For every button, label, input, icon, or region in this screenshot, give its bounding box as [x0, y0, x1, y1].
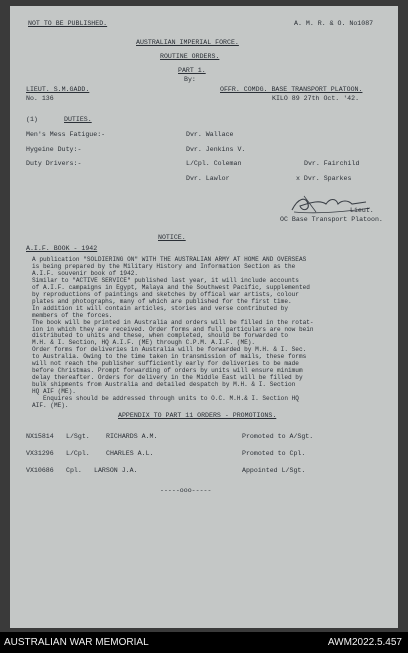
- notice-line: Similar to "ACTIVE SERVICE" published last year, it will include accounts: [32, 276, 299, 284]
- notice-line: to Australia. Owing to the time taken in transmission of mails, these forms: [32, 353, 307, 361]
- location-date: KILO 89 27th Oct. '42.: [272, 95, 360, 102]
- duty-name: Dvr. Wallace: [186, 131, 234, 138]
- notice-line: A.I.F. souvenir book of 1942.: [32, 269, 139, 277]
- accession-number: AWM2022.5.457: [327, 637, 402, 648]
- document-page: [10, 6, 398, 628]
- soldier-rank: Cpl.: [66, 467, 82, 474]
- notice-line: bulk shipments from Australia and detailed despatch by M.H. & I. Section: [32, 381, 296, 389]
- notice-line: of A.I.F. campaigns in Egypt, Malaya and the Southwest Pacific, supplemented: [32, 283, 310, 291]
- service-number: NX15814: [26, 433, 54, 440]
- signature-title: OC Base Transport Platoon.: [280, 216, 383, 223]
- notice-line: plates and photographs, many of which are published for the first time.: [32, 297, 292, 305]
- notice-line: AIF. (ME).: [32, 402, 69, 410]
- by-label: By:: [184, 76, 196, 83]
- footer-bar: [0, 632, 408, 653]
- soldier-rank: L/Sgt.: [66, 433, 90, 440]
- signature-rank: Lieut.: [350, 207, 374, 214]
- notice-line: by reproductions of paintings and sketches by offical war artists, colour: [32, 290, 299, 298]
- notice-line: will not reach the publisher sufficiently early for deliveries to be made: [32, 360, 299, 368]
- notice-line: distributed to units and these, when completed, should be forwarded to: [32, 332, 288, 340]
- duties-heading: DUTIES.: [64, 116, 92, 123]
- order-reference: A. M. R. & O. No1087: [294, 20, 374, 27]
- notice-line: is being prepared by the Military History and Information Section as the: [32, 262, 296, 270]
- notice-line: HQ AIF (ME).: [32, 388, 76, 396]
- notice-subheading: A.I.F. BOOK - 1942: [26, 245, 98, 252]
- notice-line: M.H. & I. Section, HQ A.I.F. (ME) through C.P.M. A.I.F. (ME).: [32, 339, 256, 347]
- part-title: PART 1.: [178, 67, 206, 74]
- force-title: AUSTRALIAN IMPERIAL FORCE.: [136, 39, 239, 46]
- notice-line: before Christmas. Prompt forwarding of orders by units will ensure minimum: [32, 367, 303, 375]
- notice-line: Enquires should be addressed through units to O.C. M.H.& I. Section HQ: [32, 395, 299, 403]
- duty-label: Hygeine Duty:-: [26, 146, 82, 153]
- duty-name: Dvr. Jenkins V.: [186, 146, 246, 153]
- notice-line: ion in which they are received. Order forms and full particulars are now bein: [32, 325, 314, 333]
- soldier-rank: L/Cpl.: [66, 450, 90, 457]
- not-published-label: NOT TO BE PUBLISHED.: [28, 20, 108, 27]
- service-number: VX31296: [26, 450, 54, 457]
- promotion-action: Promoted to Cpl.: [242, 450, 306, 457]
- notice-line: members of the forces.: [32, 311, 113, 319]
- notice-line: A publication "SOLDIERING ON" WITH THE AUSTRALIAN ARMY AT HOME AND OVERSEAS: [32, 256, 307, 263]
- soldier-name: RICHARDS A.M.: [106, 433, 158, 440]
- officer-office: OFFR. COMDG. BASE TRANSPORT PLATOON.: [220, 86, 363, 93]
- officer-name: LIEUT. S.M.GADD.: [26, 86, 90, 93]
- duty-name: L/Cpl. Coleman: [186, 160, 242, 167]
- service-number: VX10686: [26, 467, 54, 474]
- notice-body: [32, 257, 398, 410]
- appendix-heading: APPENDIX TO PART 11 ORDERS - PROMOTIONS.: [118, 412, 277, 419]
- routine-orders-title: ROUTINE ORDERS.: [160, 53, 220, 60]
- promotion-action: Promoted to A/Sgt.: [242, 433, 314, 440]
- promotion-action: Appointed L/Sgt.: [242, 467, 306, 474]
- notice-line: delay thereafter. Orders for delivery in the Middle East will be filled by: [32, 374, 303, 382]
- duty-name: x Dvr. Sparkes: [296, 175, 352, 182]
- notice-line: Order forms for deliveries in Australia will be forwarded by M.H. & I. Sec.: [32, 346, 307, 354]
- notice-heading: NOTICE.: [158, 234, 186, 241]
- soldier-name: LARSON J.A.: [94, 467, 138, 474]
- duty-label: Duty Drivers:-: [26, 160, 82, 167]
- notice-line: In addition it will contain articles, stories and verse contributed by: [32, 304, 288, 312]
- end-separator: -----ooo-----: [160, 487, 212, 494]
- institution-name: AUSTRALIAN WAR MEMORIAL: [4, 637, 149, 648]
- soldier-name: CHARLES A.L.: [106, 450, 154, 457]
- notice-line: The book will be printed in Australia and orders will be filled in the rotat-: [32, 318, 314, 326]
- duty-label: Men's Mess Fatigue:-: [26, 131, 106, 138]
- duty-name: Dvr. Lawlor: [186, 175, 230, 182]
- duties-number: (1): [26, 116, 38, 123]
- duty-name: Dvr. Fairchild: [304, 160, 360, 167]
- order-number: No. 136: [26, 95, 54, 102]
